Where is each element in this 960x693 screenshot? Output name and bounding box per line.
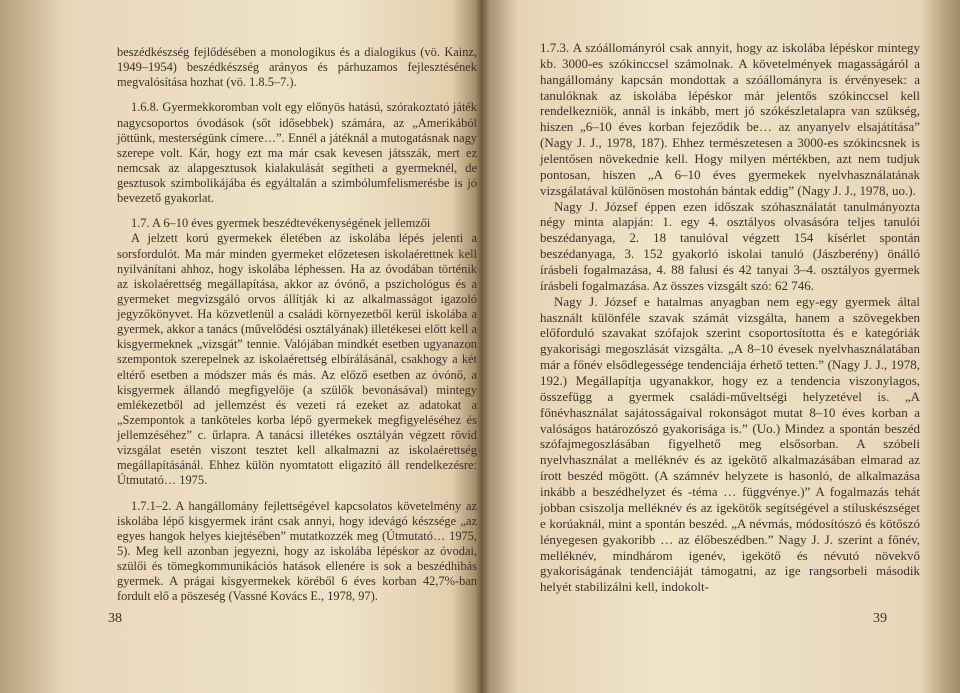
paragraph: 1.7.3. A szóállományról csak annyit, hogy az iskolába lépéskor mintegy kb. 3000-es szókinccsel számolnak. A követelmények magasságáról a hangállomány kapcsán mondottak a szóállományra is érvényesek: a tanulóknak az iskolába lépéskor már jelentős szókinccsel kell rendelkezniök, annál is inkább, mert jó szókészletalapra van szükség, hiszen „6–10 éves korban fejeződik be… az anyanyelv elsajátítása” (Nagy J. J., 1978, 187). Ehhez természetesen a 3000-es szókincsnek is jelentősen növekednie kell. Hogy milyen mértékben, azt nem tudjuk pontosan, hiszen „A 6–10 éves gyermekek nyelvhasználatának vizsgálatával különösen mostohán bántak eddig” (Nagy J. J., 1978, uo.).	[540, 40, 920, 198]
page-edge-shadow	[920, 0, 960, 693]
paragraph: 1.6.8. Gyermekkoromban volt egy előnyös hatású, szórakoztató játék nagycsoportos óvodások (sőt idősebbek) számára, az „Amerikából jöttünk, mesterségünk címere…”. Ennél a játéknál a mutogatásnak nagy szerepe volt. Kár, hogy ezt ma már csak kevesen játsszák, mert ez nemcsak az alapgesztusok kialakulását segítheti a gyermeknél, de gesztusok szimbolikájába és egyáltalán a szimbólumfelismerésbe is jó bevezető gyakorlat.	[117, 100, 477, 206]
paragraph: beszédkészség fejlődésében a monologikus és a dialogikus (vö. Kainz, 1949–1954) beszédkészség arányos és párhuzamos fejlesztésének megvalósítása hozhat (vö. 1.8.5–7.).	[117, 45, 477, 90]
section-heading: 1.7. A 6–10 éves gyermek beszédtevékenységének jellemzői	[131, 216, 431, 231]
page-edge-shadow	[0, 0, 60, 693]
paragraph: Nagy J. József e hatalmas anyagban nem egy-egy gyermek által használt különféle szavak számát vizsgálta, hanem a szövegekben előforduló szavakat szófajok szerint csoportosította és e kategóriák gyakorisági megoszlását vizsgálta. „A 8–10 évesek nyelvhasználatában már a főnév elsődlegessége tendenciája érhető tetten.” (Nagy J. J., 1978, 192.) Megállapítja ugyanakkor, hogy ez a tendencia viszonylagos, összefügg a gyermek családi-műveltségi helyzetével is. „A főnévhasználat sajátosságaival rokonságot mutat 8–10 éves korban a valóságos határozószó gyakorisága is.” (Uo.) Mindez a spontán beszéd szófajmegoszlásában figyelhető meg elsősorban. A szóbeli nyelvhasználat a melléknév és az igekötő alkalmazásában elmarad az írott beszéd mögött. (A számnév helyzete is hasonló, de alkalmazása inkább a beszédhelyzet és -téma … függvénye.)” A fogalmazás tehát jobban csiszolja melléknév és az igekötők segítségével a stíluskészséget e korúaknál, mint a spontán beszéd. „A névmás, módosítószó és kötőszó lényegesen gyakoribb … az élőbeszédben.” Nagy J. J. szerint a főnév, melléknév, mindhárom igenév, igekötő és névutó növekvő gyakoriságának tendenciáját támogatni, az ige rangsorbeli második helyét stabilizálni kell, indokolt-	[540, 293, 920, 595]
page-number-left: 38	[108, 611, 122, 626]
paragraph: A jelzett korú gyermekek életében az iskolába lépés jelenti a sorsfordulót. Ma már minden gyermeket előzetesen iskolaérettnek kell nyilvánítani ahhoz, hogy iskolába léphessen. Ha az óvodában történik az iskolaérettség megállapítása, akkor az óvónő, a pszichológus és a gyermeket megvizsgáló orvos állítják ki az alkalmasságot igazoló jegyzőkönyvet. Ha közvetlenül a családi környezetből kerül iskolába a gyermek, akkor a tanács (művelődési osztályának) illetékesei előtt kell a kisgyermeknek „vizsgát” tennie. Valójában mindkét esetben ugyanazon szempontok szerepelnek az iskolaérettség elbírálásánál, csakhogy a két eltérő esetben a módszer más és más. Az előző esetben az óvónő, a kisgyermek állandó megfigyelője (a szülők bevonásával) mintegy emlékezetből ad jellemzést és vezeti rá ezeket az adatokat a „Szempontok a tanköteles korba lépő gyermekek megfigyeléséhez és jellemzéséhez” c. űrlapra. A tanácsi illetékes osztályán végzett rövid vizsgálat esetén viszont tesztet kell alkalmazni az iskolaérettség megállapításánál. Ehhez külön nyomtatott eligazító áll rendelkezésre: Útmutató… 1975.	[117, 231, 477, 488]
paragraph: Nagy J. József éppen ezen időszak szóhasználatát tanulmányozta négy minta alapján: 1. egy 4. osztályos olvasásóra teljes tanulói beszédanyaga, 2. 18 tanulóval végzett 154 kísérlet spontán beszédanyaga, 3. 152 gyakorló iskolai tanuló (Jászberény) önálló írásbeli fogalmazása, 4. 88 falusi és 42 tanyai 3–4. osztályos gyermek írásbeli fogalmazása. Az összes vizsgált szó: 62 746.	[540, 198, 920, 293]
right-page-text	[540, 40, 920, 595]
page-number-right: 39	[873, 611, 887, 626]
left-page-text	[117, 45, 477, 604]
paragraph: 1.7.1–2. A hangállomány fejlettségével kapcsolatos követelmény az iskolába lépő kisgyermek iránt csak annyi, hogy idevágó készsége „az egyes hangok helyes kiejtésében” mutatkozzék meg (Útmutató… 1975, 5). Meg kell azonban jegyezni, hogy az iskolába lépéskor az óvodai, szülői és tömegkommunikációs hatások ellenére is sok a beszédhibás gyermek. A prágai kisgyermekek köréből 6 éves korban 42,7%-ban fordult elő a pöszeség (Vassné Kovács E., 1978, 97).	[117, 498, 477, 604]
